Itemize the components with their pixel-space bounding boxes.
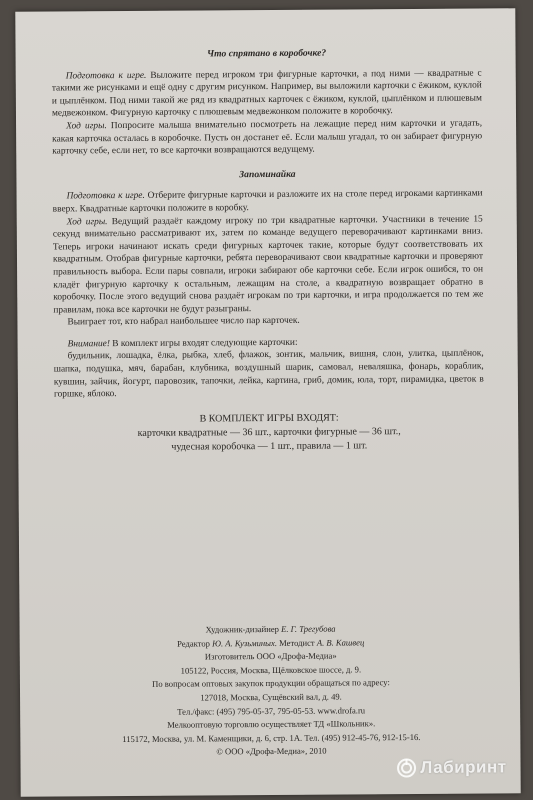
methodist-name: А. В. Кашвец [316, 636, 365, 648]
kit-title: В КОМПЛЕКТ ИГРЫ ВХОДЯТ: [199, 412, 339, 425]
game1-prep-text: Выложите перед игроком три фигурные карточки, а под ними — квадратные с такими же рисунками и ещё одну с другим рисунком. Например, вы выложили карточки с ёжиком, куклой и цыплёнком. Под ними такой же ряд из квадратных карточек с ёжиком, куклой, цыплёнком и плюшевым медвежонком. Фигурную карточку с плюшевым медвежонком положите в коробочку. [51, 68, 482, 119]
document-sheet [15, 8, 520, 796]
kit-line1: карточки квадратные — 36 шт., карточки фигурные — 36 шт., [137, 425, 401, 439]
game1-move-label: Ход игры. [66, 121, 107, 132]
game1-prep-label: Подготовка к игре. [65, 70, 147, 81]
game1-move-text: Попросите малыша внимательно посмотреть на лежащие перед ним карточки и угадать, какая карточка осталась в коробочке. Пусть он достанет её. Если малыш угадал, то он забирает фигурную карточку себе, если нет, то все карточки возвращаются ведущему. [52, 118, 483, 157]
game2-title: Запоминайка [239, 168, 296, 180]
phone-line: Тел./факс: (495) 795-05-37, 795-05-53. www.drofa.ru [177, 704, 366, 717]
game2-winner: Выиграет тот, кто набрал наибольшее число пар карточек. [67, 316, 300, 328]
trade-address-line: 115172, Москва, ул. М. Каменщики, д. 6, стр. 1А. Тел. (495) 912-45-76, 912-15-16. [122, 731, 421, 744]
trade-line: Мелкооптовую торговлю осуществляет ТД «Школьник». [167, 718, 376, 730]
watermark [396, 757, 506, 778]
rules-body [52, 47, 485, 456]
methodist-label: Методист [276, 637, 317, 648]
address-line: 105122, Россия, Москва, Щёлковское шоссе, д. 9. [180, 664, 362, 676]
editor-name: Ю. А. Кузьминых. [212, 637, 277, 648]
game2-move-text: Ведущий раздаёт каждому игроку по три квадратные карточки. Участники в течение 15 секунд внимательно рассматривают их, затем по команде ведущего переворачивают картинками вниз. Теперь игроки начинают искать среди фигурных карточек такие, которые будут соответствовать их квадратным. Отобрав фигурные карточки, ребята переворачивают свои квадратные карточки и проверяют правильность выбора. Если пары совпали, игроки забирают обе карточки себе. Если игрок ошибся, то он кладёт фигурную карточку к остальным, лежащим на столе, а квадратную возвращает обратно в коробочку. После этого ведущий снова раздаёт игрокам по три карточки, и игра продолжается по тем же правилам, пока все карточки не будут разыграны. [52, 214, 484, 316]
kit-line2: чудесная коробочка — 1 шт., правила — 1 шт. [171, 440, 368, 453]
designer-label: Художник-дизайнер [205, 623, 282, 635]
wholesale-line: По вопросам оптовых закупок продукции обращаться по адресу: [152, 677, 390, 690]
notice-text: В комплект игры входят следующие карточки: [109, 337, 298, 349]
card-list: будильник, лошадка, ёлка, рыбка, хлеб, флажок, зонтик, мальчик, вишня, слон, улитка, цыплёнок, шапка, подушка, мяч, барабан, клубника, воздушный шарик, самовал, неваляшка, фонарь, кораблик, кувшин, зайчик, йогурт, паровозик, тапочки, лейка, картина, гриб, домик, юла, торт, пирамидка, цветок в горшке, яблоко. [53, 348, 484, 400]
editor-label: Редактор [177, 637, 213, 649]
game1-move [52, 117, 482, 158]
labyrinth-logo-icon [396, 758, 416, 778]
watermark-text: Лабиринт [420, 757, 507, 777]
copyright-line: © ООО «Дрофа-Медиа», 2010 [216, 745, 327, 757]
notice-label: Внимание! [67, 338, 110, 350]
game2-prep [53, 188, 483, 216]
game2-prep-text: Отберите фигурные карточки и разложите их на столе перед игроками картинками вверх. Квадратные карточки положите в коробку. [52, 188, 483, 215]
game1-prep [52, 67, 482, 120]
credits [56, 621, 487, 760]
game2-move-label: Ход игры. [66, 216, 108, 227]
designer-name: Е. Г. Трегубова [281, 623, 336, 634]
wholesale-address-line: 127018, Москва, Сущёвский вал, д. 49. [200, 691, 342, 703]
game2-move [53, 213, 484, 317]
game1-title: Что спрятано в коробочке? [206, 47, 327, 60]
maker-line: Изготовитель ООО «Дрофа-Медиа» [204, 650, 337, 662]
game2-prep-label: Подготовка к игре. [66, 191, 145, 202]
